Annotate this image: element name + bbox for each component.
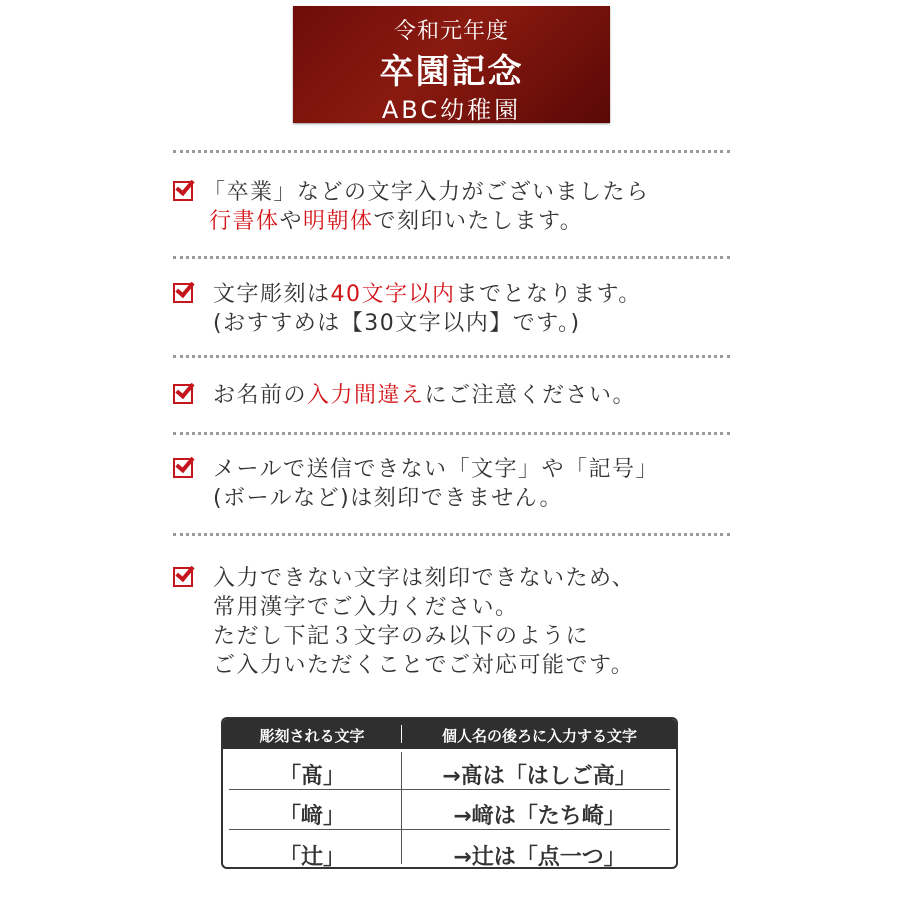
table-cell: 「辻」 [278,845,345,869]
header-school: ABC幼稚園 [381,96,522,124]
note-text: 入力できない文字は刻印できないため、 [213,566,636,591]
checkbox-icon [173,181,193,201]
note-text: (ボールなど)は刻印できません。 [213,486,564,511]
header-separator [401,725,402,743]
dotted-divider [173,256,730,259]
checkbox-icon [173,283,193,303]
table-header-cell: 個人名の後ろに入力する文字 [441,727,637,745]
note-text: 常用漢字でご入力ください。 [213,595,519,620]
header-title: 卒園記念 [379,52,524,92]
checkbox-icon [173,458,193,478]
table-cell: 「﨑」 [278,804,345,829]
header-plate [293,6,610,123]
note-text: ご入力いただくことでご対応可能です。 [213,653,635,678]
note-text: 文字彫刻は [213,282,331,307]
dotted-divider [173,432,730,435]
note-text: までとなります。 [455,282,642,307]
table-cell: →﨑は「たち崎」 [453,804,626,829]
checkbox-icon [173,567,193,587]
checkbox-icon [173,384,193,404]
table-header-cell: 彫刻される文字 [259,727,365,745]
note-text: メールで送信できない「文字」や「記号」 [213,457,660,482]
note-text: 「卒業」などの文字入力がございましたら [203,180,650,205]
table-row [223,832,676,869]
kanji-table [221,717,678,869]
dotted-divider [173,150,730,153]
dotted-divider [173,355,730,358]
row-divider [229,829,670,830]
table-cell: →辻は「点一つ」 [453,845,626,869]
table-row [223,751,676,791]
table-row [223,791,676,831]
header-year: 令和元年度 [393,19,509,44]
note-text: ただし下記３文字のみ以下のように [213,624,590,649]
note-highlight: 明朝体 [303,209,374,234]
note-highlight: 入力間違え [307,383,425,408]
table-header [223,719,676,749]
note-text: (おすすめは【30文字以内】です。) [213,311,581,336]
note-text: お名前の [213,383,308,408]
note-text: にご注意ください。 [424,383,637,408]
note-highlight: 行書体 [209,209,280,234]
note-text: で刻印いたします。 [373,209,584,234]
dotted-divider [173,533,730,536]
note-text: や [279,209,304,234]
table-cell: 「髙」 [278,764,345,789]
row-divider [229,789,670,790]
table-cell: →髙は「はしご高」 [442,764,637,789]
note-highlight: 40文字以内 [330,282,456,307]
